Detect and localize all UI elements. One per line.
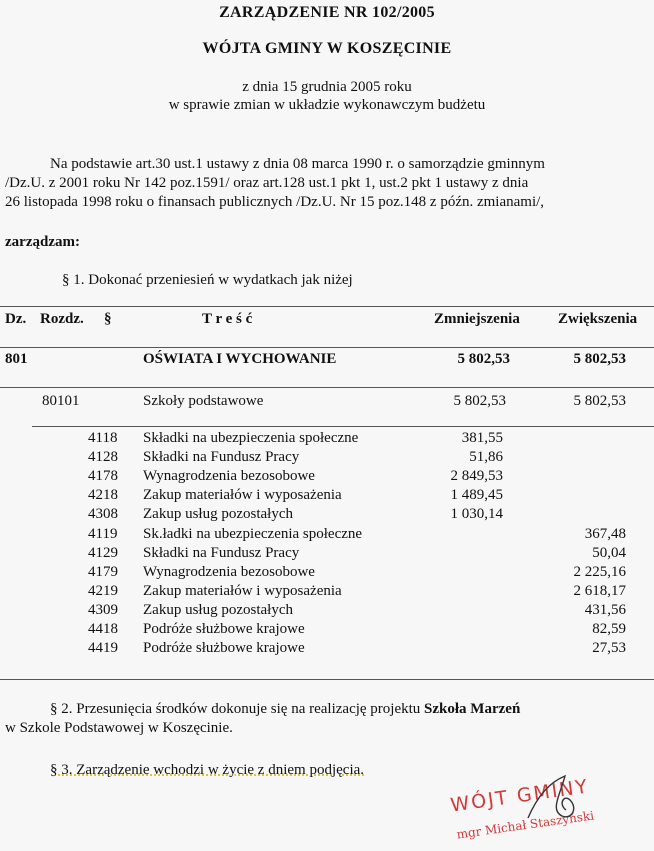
- header-rozdz: Rozdz.: [40, 311, 84, 327]
- item-description: Wynagrodzenia bezosobowe: [143, 468, 315, 485]
- item-description: Składki na ubezpieczenia społeczne: [143, 430, 359, 446]
- header-paragraph: §: [104, 311, 112, 327]
- increase-amount: 82,59: [592, 621, 626, 637]
- item-description: Sk.ładki na ubezpieczenia społeczne: [143, 525, 363, 542]
- header-zmniejszenia: Zmniejszenia: [434, 311, 520, 327]
- paragraph-code: 4128: [88, 449, 118, 466]
- section-2-line-2: w Szkole Podstawowej w Koszęcinie.: [5, 720, 233, 736]
- table-row: [0, 506, 654, 525]
- paragraph-code: 4419: [88, 640, 118, 657]
- document-title: ZARZĄDZENIE NR 102/2005: [219, 4, 435, 21]
- paragraph-code: 4129: [88, 544, 118, 561]
- division-row: [0, 351, 654, 370]
- section-2-text: § 2. Przesunięcia środków dokonuje się na realizację projektu: [50, 701, 425, 717]
- paragraph-code: 4309: [88, 601, 118, 618]
- paragraph-code: 4178: [88, 468, 118, 485]
- table-top-rule: [0, 306, 654, 307]
- item-description: Wynagrodzenia bezosobowe: [143, 563, 315, 580]
- division-name: OŚWIATA I WYCHOWANIE: [143, 351, 337, 367]
- chapter-code: 80101: [42, 393, 80, 409]
- item-description: Zakup usług pozostałych: [143, 506, 293, 523]
- increase-amount: 27,53: [592, 640, 626, 657]
- preamble-line-3: 26 listopada 1998 roku o finansach publicznych /Dz.U. Nr 15 poz.148 z późn. zmianami/,: [5, 194, 545, 210]
- table-row: [0, 564, 654, 583]
- stamp-title: WÓJT GMINY: [449, 775, 591, 817]
- decrease-amount: 1 489,45: [450, 487, 503, 504]
- table-row: [0, 640, 654, 659]
- subject-line: w sprawie zmian w układzie wykonawczym budżetu: [168, 97, 486, 113]
- table-row: [0, 621, 654, 640]
- paragraph-code: 4218: [88, 487, 118, 504]
- table-row: [0, 449, 654, 468]
- item-description: Podróże służbowe krajowe: [143, 621, 305, 637]
- project-name: Szkoła Marzeń: [424, 701, 521, 717]
- table-row: [0, 430, 654, 449]
- decree-word: zarządzam:: [5, 234, 80, 250]
- stamp-name: mgr Michał Staszyński: [455, 808, 595, 842]
- decrease-amount: 51,86: [469, 449, 503, 466]
- table-row: [0, 526, 654, 545]
- decrease-amount: 381,55: [461, 430, 503, 446]
- issuing-authority: WÓJTA GMINY W KOSZĘCINIE: [202, 40, 452, 57]
- signature-scribble: [520, 770, 590, 830]
- paragraph-code: 4179: [88, 563, 118, 580]
- item-description: Zakup usług pozostałych: [143, 601, 293, 618]
- preamble-line-2: /Dz.U. z 2001 roku Nr 142 poz.1591/ oraz art.128 ust.1 pkt 1, ust.2 pkt 1 ustawy z dnia: [5, 175, 529, 191]
- paragraph-code: 4418: [88, 621, 118, 637]
- chapter-rule: [32, 426, 654, 427]
- chapter-plus: 5 802,53: [573, 393, 626, 409]
- paragraph-code: 4118: [88, 430, 118, 446]
- division-minus: 5 802,53: [457, 351, 510, 367]
- increase-amount: 431,56: [584, 601, 626, 618]
- header-tresc: T r e ś ć: [202, 311, 253, 327]
- division-plus: 5 802,53: [573, 351, 626, 367]
- increase-amount: 2 618,17: [573, 582, 626, 599]
- section-2-line-1: [50, 699, 520, 719]
- paragraph-code: 4119: [88, 525, 118, 542]
- increase-amount: 50,04: [592, 544, 626, 561]
- header-zwiekszenia: Zwiększenia: [558, 311, 638, 327]
- table-row: [0, 487, 654, 506]
- increase-amount: 367,48: [584, 525, 626, 542]
- table-header-row: [0, 311, 654, 330]
- table-row: [0, 602, 654, 621]
- item-description: Składki na Fundusz Pracy: [143, 544, 300, 561]
- table-row: [0, 468, 654, 487]
- division-rule: [0, 387, 654, 388]
- table-row: [0, 545, 654, 564]
- paragraph-code: 4219: [88, 582, 118, 599]
- table-row: [0, 583, 654, 602]
- preamble-line-1: Na podstawie art.30 ust.1 ustawy z dnia 08 marca 1990 r. o samorządzie gminnym: [50, 156, 545, 172]
- date-line: z dnia 15 grudnia 2005 roku: [242, 79, 412, 95]
- chapter-row: [0, 393, 654, 412]
- increase-amount: 2 225,16: [573, 563, 626, 580]
- header-dz: Dz.: [5, 311, 27, 327]
- chapter-minus: 5 802,53: [453, 393, 506, 409]
- item-description: Zakup materiałów i wyposażenia: [143, 582, 342, 599]
- section-1: § 1. Dokonać przeniesień w wydatkach jak niżej: [62, 272, 353, 288]
- division-code: 801: [5, 351, 28, 367]
- decrease-amount: 1 030,14: [450, 506, 503, 523]
- chapter-name: Szkoły podstawowe: [143, 393, 264, 409]
- item-description: Podróże służbowe krajowe: [143, 640, 305, 657]
- paragraph-code: 4308: [88, 506, 118, 523]
- item-description: Zakup materiałów i wyposażenia: [143, 487, 342, 504]
- table-bottom-rule: [0, 679, 654, 680]
- header-rule: [0, 347, 654, 348]
- decrease-amount: 2 849,53: [450, 468, 503, 485]
- section-3: § 3. Zarządzenie wchodzi w życie z dniem podjęcia.: [50, 762, 365, 778]
- item-description: Składki na Fundusz Pracy: [143, 449, 300, 466]
